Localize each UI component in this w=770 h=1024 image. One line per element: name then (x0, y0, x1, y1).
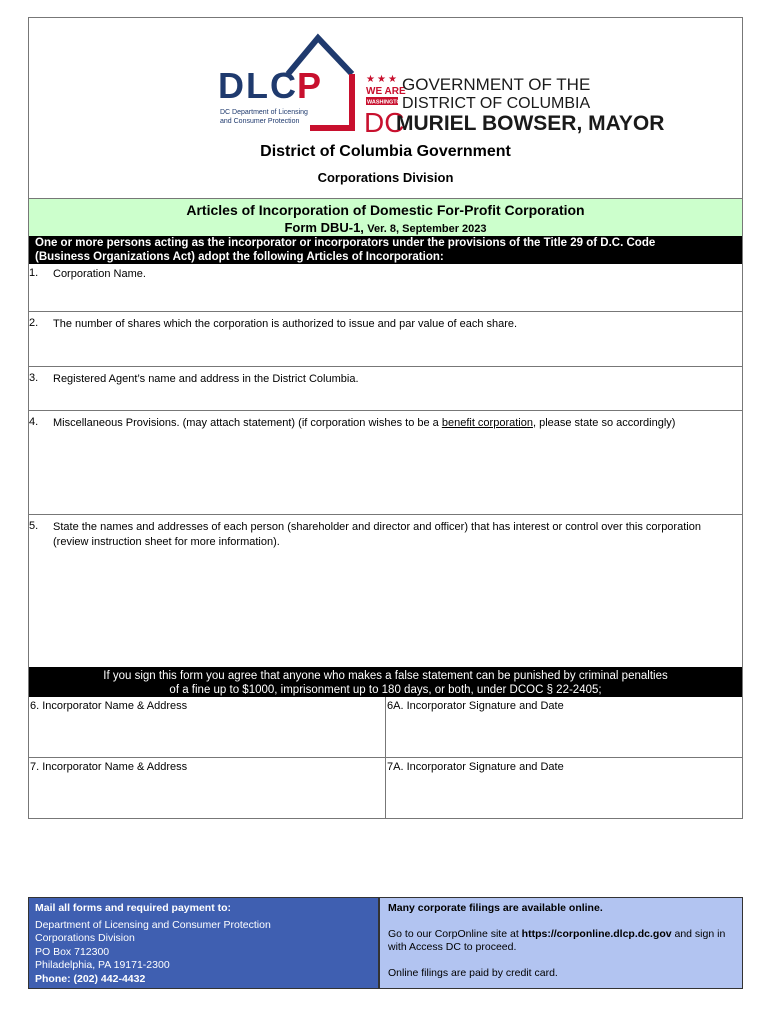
star-icon: ★ (377, 74, 386, 85)
intro-line-1: One or more persons acting as the incorporator or incorporators under the provisions of the Title 29 of D.C. Code (35, 237, 656, 249)
phone-number: Phone: (202) 442-4432 (35, 972, 146, 985)
incorporator-6-name-field[interactable] (29, 697, 386, 760)
dlcp-letter-p: P (297, 65, 322, 106)
we-are-text: WE ARE (366, 86, 406, 97)
dlcp-letter-d: D (218, 65, 244, 106)
section-interested-persons[interactable] (29, 514, 742, 667)
incorporator-7-name-label: 7. Incorporator Name & Address (30, 761, 188, 773)
online-post-text: and sign in with Access DC to proceed. (388, 927, 726, 953)
form-heading-band (29, 198, 742, 236)
section-number: 5. (29, 520, 39, 532)
logo-area (200, 30, 670, 140)
mail-line: PO Box 712300 (35, 945, 110, 958)
online-info-box (379, 897, 743, 989)
section-text-after: , please state so accordingly) (532, 417, 676, 429)
section-label: Registered Agent’s name and address in the District Columbia. (53, 373, 359, 385)
section-text-before: Miscellaneous Provisions. (may attach statement) (if corporation wishes to be a (53, 417, 442, 429)
section-label: State the names and addresses of each person (shareholder and director and officer) that has interest or control over this corporation (review instruction sheet for more information). (53, 521, 701, 548)
form-version: Ver. 8, September 2023 (367, 223, 487, 235)
section-label: The number of shares which the corporation is authorized to issue and par value of each share. (53, 318, 518, 330)
incorporator-7-signature-field[interactable] (386, 758, 743, 821)
corponline-link[interactable]: https://corponline.dlcp.dc.gov (521, 927, 672, 940)
mail-heading: Mail all forms and required payment to: (35, 902, 232, 914)
star-icon: ★ (366, 74, 375, 85)
incorporator-row-7 (29, 757, 742, 817)
intro-band (29, 236, 742, 264)
dlcp-subtitle-1: DC Department of Licensing (220, 109, 308, 116)
penalty-band (29, 667, 742, 697)
online-payment-note: Online filings are paid by credit card. (388, 966, 558, 979)
incorporator-6-signature-field[interactable] (386, 697, 743, 760)
section-corporation-name[interactable] (29, 264, 742, 311)
section-number: 3. (29, 372, 39, 384)
section-registered-agent[interactable] (29, 366, 742, 410)
penalty-line-1: If you sign this form you agree that anyone who makes a false statement can be punished by criminal penalties (103, 670, 668, 682)
incorporator-6-signature-label: 6A. Incorporator Signature and Date (387, 700, 564, 712)
division-title: Corporations Division (317, 170, 454, 185)
washington-text: WASHINGTON (367, 99, 405, 106)
online-instructions (388, 928, 734, 955)
dc-letters: DC (364, 107, 405, 138)
star-icon: ★ (388, 74, 397, 85)
form-id-line (29, 220, 742, 235)
mail-line: Department of Licensing and Consumer Protection (35, 918, 271, 931)
form-heading: Articles of Incorporation of Domestic For-Profit Corporation (186, 202, 585, 218)
intro-line-2: (Business Organizations Act) adopt the following Articles of Incorporation: (35, 251, 444, 263)
section-shares[interactable] (29, 311, 742, 366)
mail-info-box (28, 897, 379, 989)
dlcp-subtitle-2: and Consumer Protection (220, 118, 300, 125)
dlcp-letter-l: L (246, 65, 268, 106)
page-title: District of Columbia Government (260, 143, 511, 160)
dlcp-letter-c: C (270, 65, 296, 106)
dlcp-logo-icon (200, 30, 670, 140)
incorporator-7-signature-label: 7A. Incorporator Signature and Date (387, 761, 564, 773)
incorporator-row-6 (29, 697, 742, 757)
online-heading: Many corporate filings are available online. (388, 902, 603, 914)
mail-line: Corporations Division (35, 932, 135, 944)
mail-line: Philadelphia, PA 19171-2300 (35, 959, 170, 971)
section-label: Corporation Name. (53, 268, 146, 280)
section-misc-provisions[interactable] (29, 410, 742, 514)
gov-line-3: MURIEL BOWSER, MAYOR (396, 112, 665, 135)
section-number: 4. (29, 416, 39, 428)
penalty-line-2: of a fine up to $1000, imprisonment up to 180 days, or both, under DCOC § 22-2405; (169, 684, 602, 696)
section-number: 2. (29, 317, 39, 329)
online-pre-text: Go to our CorpOnline site at (388, 927, 522, 940)
incorporator-7-name-field[interactable] (29, 758, 386, 821)
section-label (53, 416, 732, 431)
incorporator-6-name-label: 6. Incorporator Name & Address (30, 700, 188, 712)
gov-line-2: DISTRICT OF COLUMBIA (402, 95, 591, 112)
form-id: Form DBU-1, (284, 220, 364, 235)
benefit-corporation-link[interactable]: benefit corporation (441, 417, 533, 429)
section-number: 1. (29, 267, 39, 279)
gov-line-1: GOVERNMENT OF THE (402, 75, 591, 94)
